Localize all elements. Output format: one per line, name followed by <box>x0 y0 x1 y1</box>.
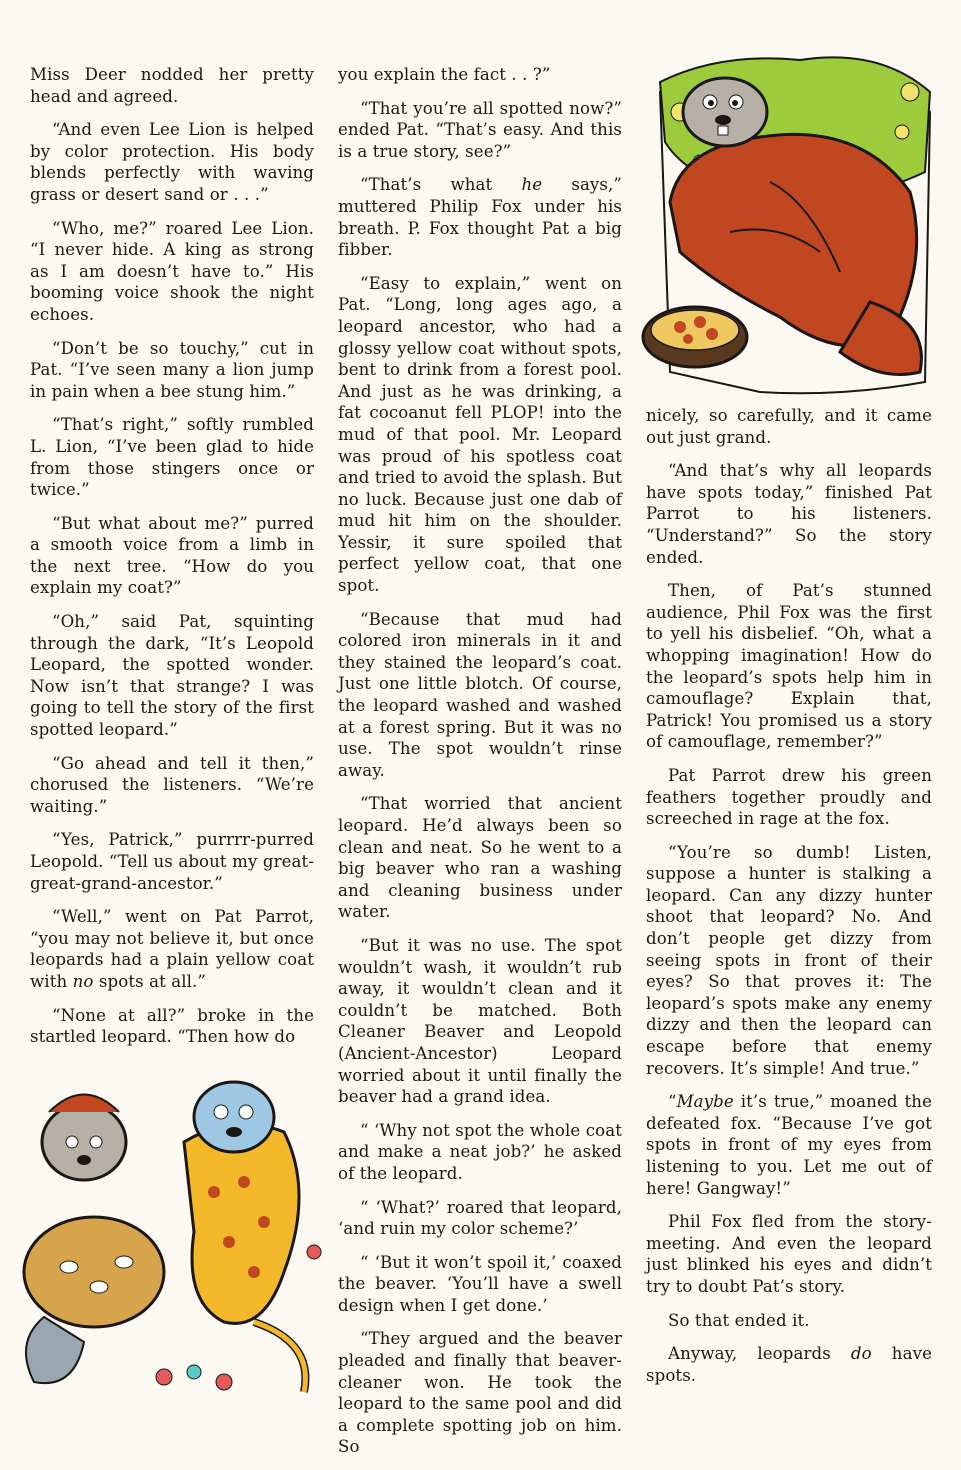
paragraph: Then, of Pat’s stunned audience, Phil Fox was the first to yell his disbelief. “Oh, what a whopping imagination! How do the leopard’s spots help him in camouflage? Explain that, Patrick! You promised us a story of camouflage, remember?” <box>646 581 932 752</box>
emphasis: he <box>521 175 543 195</box>
text-column-1 <box>30 64 314 1060</box>
paragraph <box>646 1091 932 1199</box>
beaver-figure <box>24 1095 164 1384</box>
paragraph <box>30 906 314 992</box>
paragraph: “Go ahead and tell it then,” chorused the listeners. “We’re waiting.” <box>30 753 314 816</box>
beaver-tail-flat <box>26 1317 84 1383</box>
paragraph: “That you’re all spotted now?” ended Pat. “That’s easy. And this is a true story, see?” <box>338 98 622 161</box>
emphasis: Maybe <box>676 1092 734 1112</box>
text-column-3 <box>646 405 932 1398</box>
paragraph <box>338 174 622 260</box>
paragraph: “Yes, Patrick,” purrrr-purred Leopold. “Tell us about my great-great-grand-ancestor.” <box>30 830 314 893</box>
washing-tub <box>643 307 747 367</box>
paragraph: “And even Lee Lion is helped by color protection. His body blends perfectly with waving grass or desert sand or . . .” <box>30 120 314 204</box>
paragraph: “You’re so dumb! Listen, suppose a hunter is stalking a leopard. Can any dizzy hunter shoot that leopard? No. And don’t people get dizzy from seeing spots in front of their eyes? So that proves it: The leopard’s spots make any enemy dizzy and then the leopard can escape before that enemy recovers. It’s simple! And true.” <box>646 842 932 1078</box>
paragraph: “They argued and the beaver pleaded and finally that beaver-cleaner won. He took the leopard to the same pool and did a complete spotting job on him. So <box>338 1329 622 1457</box>
paragraph: “But what about me?” purred a smooth voice from a limb in the next tree. “How do you explain my coat?” <box>30 513 314 598</box>
text-column-2 <box>338 64 622 1470</box>
paragraph <box>646 1343 932 1386</box>
paragraph: “That’s right,” softly rumbled L. Lion, “I’ve been glad to hide from those stingers once or twice.” <box>30 415 314 500</box>
text-run: Anyway, leopards <box>668 1344 851 1364</box>
paragraph: “Easy to explain,” went on Pat. “Long, long ages ago, a leopard ancestor, who had a glossy yellow coat without spots, bent to drink from a forest pool. And just as he was drinking, a fat cocoanut fell PLOP! into the mud of that pool. Mr. Leopard was proud of his spotless coat and tried to avoid the splash. But no luck. Because just one dab of mud hit him on the shoulder. Yessir, it sure spoiled that perfect yellow coat, that one spot. <box>338 273 622 596</box>
text-run: spots at all.” <box>93 971 206 991</box>
paragraph: “That worried that ancient leopard. He’d always been so clean and neat. So he went to a big beaver who ran a washing and cleaning business under water. <box>338 794 622 922</box>
paragraph: “ ‘But it won’t spoil it,’ coaxed the beaver. ‘You’ll have a swell design when I get done.’ <box>338 1252 622 1315</box>
paragraph: Phil Fox fled from the story-meeting. And even the leopard just blinked his eyes and didn’t try to doubt Pat’s story. <box>646 1212 932 1296</box>
paragraph: “ ‘What?’ roared that leopard, ‘and ruin my color scheme?’ <box>338 1197 622 1239</box>
beaver-and-leopard-illustration <box>14 1072 332 1396</box>
paragraph: nicely, so carefully, and it came out just grand. <box>646 406 932 447</box>
text-run: it’s true,” moaned the defeated fox. “Because I’ve got spots in front of my eyes from listening to you. Let me out of here! Gangway!” <box>646 1092 932 1198</box>
paragraph: “None at all?” broke in the startled leopard. “Then how do <box>30 1005 314 1047</box>
paragraph: “ ‘Why not spot the whole coat and make a neat job?’ he asked of the leopard. <box>338 1120 622 1183</box>
emphasis: no <box>72 971 94 991</box>
paragraph: “Don’t be so touchy,” cut in Pat. “I’ve seen many a lion jump in pain when a bee stung him.” <box>30 338 314 401</box>
paragraph: “Who, me?” roared Lee Lion. “I never hide. A king as strong as I am doesn’t have to.” His booming voice shook the night echoes. <box>30 218 314 324</box>
text-run: “Well,” went on Pat Parrot, “you may not believe it, but once leopards had a plain yellow coat with <box>30 907 314 991</box>
paragraph: Pat Parrot drew his green feathers together proudly and screeched in rage at the fox. <box>646 765 932 829</box>
text-run: have spots. <box>646 1344 932 1385</box>
text-run: “ <box>668 1092 677 1112</box>
paragraph: you explain the fact . . ?” <box>338 65 551 84</box>
paragraph: “But it was no use. The spot wouldn’t wash, it wouldn’t rub away, it wouldn’t clean and it couldn’t be matched. Both Cleaner Beaver and Leopold (Ancient-Ancestor) Leopard worried about it until finally the beaver had a grand idea. <box>338 935 622 1107</box>
emphasis: do <box>850 1344 872 1364</box>
paragraph: “And that’s why all leopards have spots today,” finished Pat Parrot to his listeners. “Understand?” So the story ended. <box>646 461 932 567</box>
beaver-head <box>683 78 767 146</box>
text-run: says,” muttered Philip Fox under his breath. P. Fox thought Pat a big fibber. <box>338 175 622 260</box>
beaver-washing-illustration <box>640 52 940 404</box>
leopard-figure <box>184 1082 305 1392</box>
paragraph: “Because that mud had colored iron minerals in it and they stained the leopard’s coat. Just one little blotch. Of course, the leopard washed and washed at a forest spring. But it was no use. The spot wouldn’t rinse away. <box>338 609 622 780</box>
paragraph: “Oh,” said Pat, squinting through the dark, “It’s Leopold Leopard, the spotted wonder. Now isn’t that strange? I was going to tell the story of the first spotted leopard.” <box>30 612 314 740</box>
text-run: “That’s what <box>360 175 522 195</box>
paragraph: So that ended it. <box>668 1310 810 1330</box>
paragraph: Miss Deer nodded her pretty head and agreed. <box>30 65 314 106</box>
